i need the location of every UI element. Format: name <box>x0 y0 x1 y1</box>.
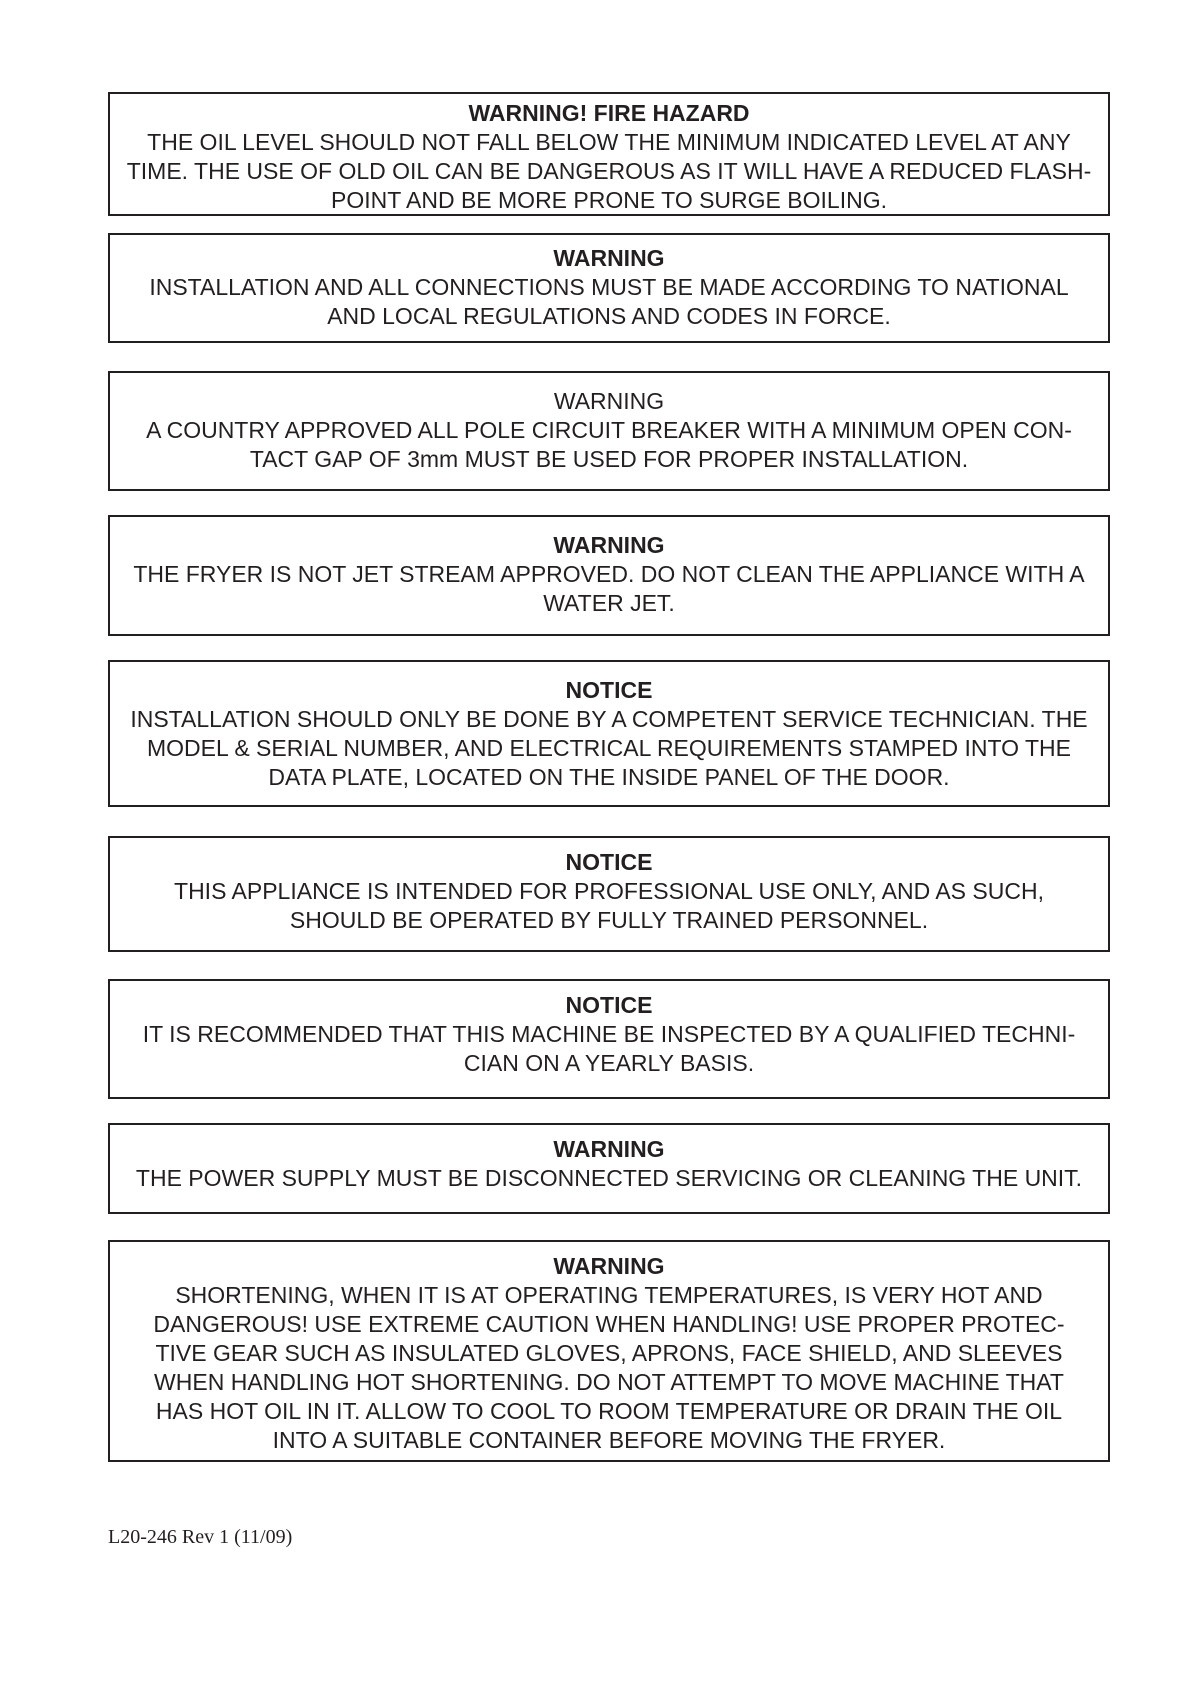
notice-heading: WARNING <box>553 245 665 271</box>
notice-heading: WARNING <box>553 388 665 414</box>
notice-body: IT IS RECOMMENDED THAT THIS MACHINE BE INSPECTED BY A QUALIFIED TECHNI- CIAN ON A YEARLY BASIS. <box>142 1021 1076 1076</box>
notice-body: THE POWER SUPPLY MUST BE DISCONNECTED SERVICING OR CLEANING THE UNIT. <box>135 1165 1083 1191</box>
notice-box-power-supply <box>108 1123 1110 1214</box>
notice-heading: WARNING! FIRE HAZARD <box>468 100 750 126</box>
notice-body: SHORTENING, WHEN IT IS AT OPERATING TEMPERATURES, IS VERY HOT AND DANGEROUS! USE EXTREME CAUTION WHEN HANDLING! USE PROPER PROTEC- TIVE GEAR SUCH AS INSULATED GLOVES, APRONS, FACE SHIELD, AND SLEEVES WHEN HANDLING HOT SHORTENING. DO NOT ATTEMPT TO MOVE MACHINE THAT HAS HOT OIL IN IT. ALLOW TO COOL TO ROOM TEMPERATURE OR DRAIN THE OIL INTO A SUITABLE CONTAINER BEFORE MOVING THE FRYER. <box>153 1282 1065 1453</box>
notice-body: THIS APPLIANCE IS INTENDED FOR PROFESSIONAL USE ONLY, AND AS SUCH, SHOULD BE OPERATED BY FULLY TRAINED PERSONNEL. <box>174 878 1044 933</box>
notice-box-installation-regulations <box>108 233 1110 343</box>
notice-body: INSTALLATION AND ALL CONNECTIONS MUST BE MADE ACCORDING TO NATIONAL AND LOCAL REGULATIONS AND CODES IN FORCE. <box>149 274 1069 329</box>
notice-body: A COUNTRY APPROVED ALL POLE CIRCUIT BREAKER WITH A MINIMUM OPEN CON- TACT GAP OF 3mm MUST BE USED FOR PROPER INSTALLATION. <box>146 417 1072 472</box>
notice-body: THE FRYER IS NOT JET STREAM APPROVED. DO NOT CLEAN THE APPLIANCE WITH A WATER JET. <box>133 561 1085 616</box>
notice-heading: WARNING <box>553 532 665 558</box>
notice-box-hot-shortening <box>108 1240 1110 1462</box>
document-code: L20-246 Rev 1 (11/09) <box>108 1526 293 1548</box>
notice-heading: NOTICE <box>565 677 653 703</box>
notice-box-professional-use <box>108 836 1110 952</box>
notice-body: INSTALLATION SHOULD ONLY BE DONE BY A COMPETENT SERVICE TECHNICIAN. THE MODEL & SERIAL NUMBER, AND ELECTRICAL REQUIREMENTS STAMPED INTO THE DATA PLATE, LOCATED ON THE INSIDE PANEL OF THE DOOR. <box>130 706 1088 790</box>
notice-box-competent-technician <box>108 660 1110 807</box>
notice-box-circuit-breaker <box>108 371 1110 491</box>
notice-heading: NOTICE <box>565 992 653 1018</box>
notice-body: THE OIL LEVEL SHOULD NOT FALL BELOW THE MINIMUM INDICATED LEVEL AT ANY TIME. THE USE OF OLD OIL CAN BE DANGEROUS AS IT WILL HAVE A REDUCED FLASH- POINT AND BE MORE PRONE TO SURGE BOILING. <box>126 129 1092 213</box>
notice-heading: WARNING <box>553 1136 665 1162</box>
notice-box-jet-stream <box>108 515 1110 636</box>
notice-heading: WARNING <box>553 1253 665 1279</box>
notice-box-yearly-inspection <box>108 979 1110 1099</box>
notice-heading: NOTICE <box>565 849 653 875</box>
notice-box-fire-hazard <box>108 92 1110 216</box>
